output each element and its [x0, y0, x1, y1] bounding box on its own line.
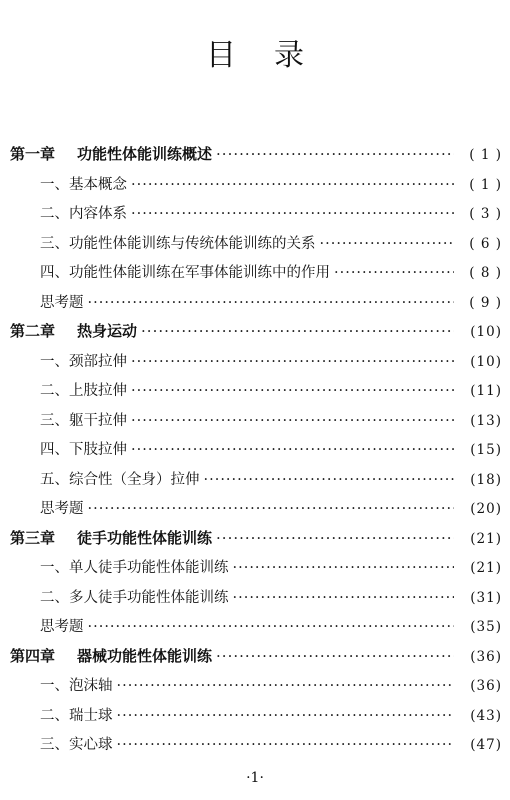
toc-page-number: (47)	[470, 737, 502, 753]
toc-chapter-row	[10, 143, 502, 173]
dot-leader	[117, 708, 455, 724]
toc-page-number: (13)	[470, 412, 502, 429]
toc-section-row	[10, 733, 502, 763]
entry-text: 思考题	[40, 501, 84, 517]
chapter-number: 第三章	[10, 528, 56, 547]
dot-leader	[216, 647, 454, 665]
toc-page-number: (43)	[470, 707, 502, 724]
toc-entry-title	[40, 497, 84, 518]
toc-section-row	[10, 232, 502, 262]
toc-chapter-row	[10, 527, 502, 557]
toc-section-row	[10, 173, 502, 203]
entry-text: 三、躯干拉伸	[40, 412, 127, 429]
toc-page-number: ( 1 )	[469, 147, 502, 163]
toc-entry-title	[40, 350, 127, 371]
table-of-contents	[10, 143, 502, 763]
dot-leader	[131, 177, 454, 193]
toc-section-row	[10, 202, 502, 232]
toc-page-number: (31)	[470, 589, 502, 606]
dot-leader	[88, 619, 455, 635]
toc-section-row	[10, 556, 502, 586]
toc-entry-title	[10, 143, 212, 164]
toc-entry-title	[40, 379, 127, 400]
toc-section-row	[10, 586, 502, 616]
toc-page-number: (21)	[470, 530, 502, 547]
toc-page-number: (36)	[470, 678, 502, 694]
dot-leader	[88, 295, 455, 311]
toc-entry-title	[40, 556, 229, 577]
toc-chapter-row	[10, 645, 502, 675]
dot-leader	[131, 354, 454, 370]
toc-section-row	[10, 468, 502, 498]
entry-text: 二、内容体系	[40, 206, 127, 222]
toc-entry-title	[40, 733, 113, 754]
entry-text: 一、单人徒手功能性体能训练	[40, 560, 229, 576]
toc-page-number: (36)	[470, 648, 502, 665]
toc-entry-title	[40, 261, 330, 282]
chapter-number: 第一章	[10, 145, 56, 163]
toc-entry-title	[40, 438, 127, 459]
toc-page-number: (11)	[470, 383, 502, 399]
toc-entry-title	[10, 320, 137, 341]
chapter-number: 第二章	[10, 322, 56, 340]
dot-leader	[204, 472, 455, 488]
page-title: 目录	[206, 38, 342, 73]
toc-entry-title	[40, 409, 127, 430]
dot-leader	[131, 383, 454, 399]
toc-entry-title	[10, 527, 212, 548]
toc-page-number: (21)	[470, 560, 502, 576]
toc-section-row	[10, 291, 502, 321]
toc-page-number: ( 1 )	[469, 176, 502, 193]
toc-entry-title	[40, 704, 113, 725]
dot-leader	[320, 236, 455, 252]
toc-page-number: (18)	[470, 471, 502, 488]
toc-entry-title	[40, 291, 84, 312]
dot-leader	[216, 145, 454, 163]
toc-section-row	[10, 261, 502, 291]
toc-section-row	[10, 350, 502, 380]
toc-section-row	[10, 438, 502, 468]
entry-text: 热身运动	[77, 322, 138, 340]
dot-leader	[88, 501, 455, 517]
toc-page-number: ( 6 )	[469, 235, 502, 252]
dot-leader	[131, 206, 454, 222]
entry-text: 徒手功能性体能训练	[77, 528, 213, 547]
toc-section-row	[10, 674, 502, 704]
toc-entry-title	[40, 202, 127, 223]
entry-text: 二、上肢拉伸	[40, 383, 127, 399]
dot-leader	[233, 560, 455, 576]
dot-leader	[216, 529, 454, 547]
toc-page-number: (20)	[470, 501, 502, 517]
toc-section-row	[10, 409, 502, 439]
dot-leader	[117, 737, 455, 753]
toc-entry-title	[10, 645, 212, 666]
entry-text: 四、功能性体能训练在军事体能训练中的作用	[40, 265, 330, 281]
toc-entry-title	[40, 615, 84, 636]
dot-leader	[334, 265, 454, 281]
entry-text: 三、实心球	[40, 737, 113, 753]
toc-entry-title	[40, 232, 316, 253]
dot-leader	[141, 322, 454, 340]
entry-text: 一、基本概念	[40, 176, 127, 193]
dot-leader	[233, 590, 455, 606]
toc-page-number: (15)	[470, 442, 502, 458]
entry-text: 二、瑞士球	[40, 707, 113, 724]
toc-page-number: ( 9 )	[469, 294, 502, 311]
toc-entry-title	[40, 468, 200, 489]
entry-text: 三、功能性体能训练与传统体能训练的关系	[40, 235, 316, 252]
toc-page-number: (10)	[470, 353, 502, 370]
toc-chapter-row	[10, 320, 502, 350]
toc-page-number: (35)	[470, 619, 502, 635]
toc-section-row	[10, 379, 502, 409]
page-number: ·1·	[246, 770, 264, 786]
entry-text: 思考题	[40, 294, 84, 311]
entry-text: 思考题	[40, 619, 84, 635]
entry-text: 功能性体能训练概述	[77, 145, 213, 163]
toc-entry-title	[40, 173, 127, 194]
entry-text: 二、多人徒手功能性体能训练	[40, 589, 229, 606]
toc-page-number: ( 3 )	[469, 206, 502, 222]
toc-entry-title	[40, 674, 113, 695]
entry-text: 一、颈部拉伸	[40, 353, 127, 370]
entry-text: 器械功能性体能训练	[77, 646, 213, 665]
chapter-number: 第四章	[10, 646, 56, 665]
entry-text: 一、泡沫轴	[40, 678, 113, 694]
toc-section-row	[10, 704, 502, 734]
toc-page-number: ( 8 )	[469, 265, 502, 281]
toc-entry-title	[40, 586, 229, 607]
dot-leader	[117, 678, 455, 694]
toc-section-row	[10, 497, 502, 527]
entry-text: 四、下肢拉伸	[40, 442, 127, 458]
dot-leader	[131, 442, 454, 458]
toc-page-number: (10)	[470, 324, 502, 340]
dot-leader	[131, 413, 454, 429]
entry-text: 五、综合性（全身）拉伸	[40, 471, 200, 488]
toc-section-row	[10, 615, 502, 645]
